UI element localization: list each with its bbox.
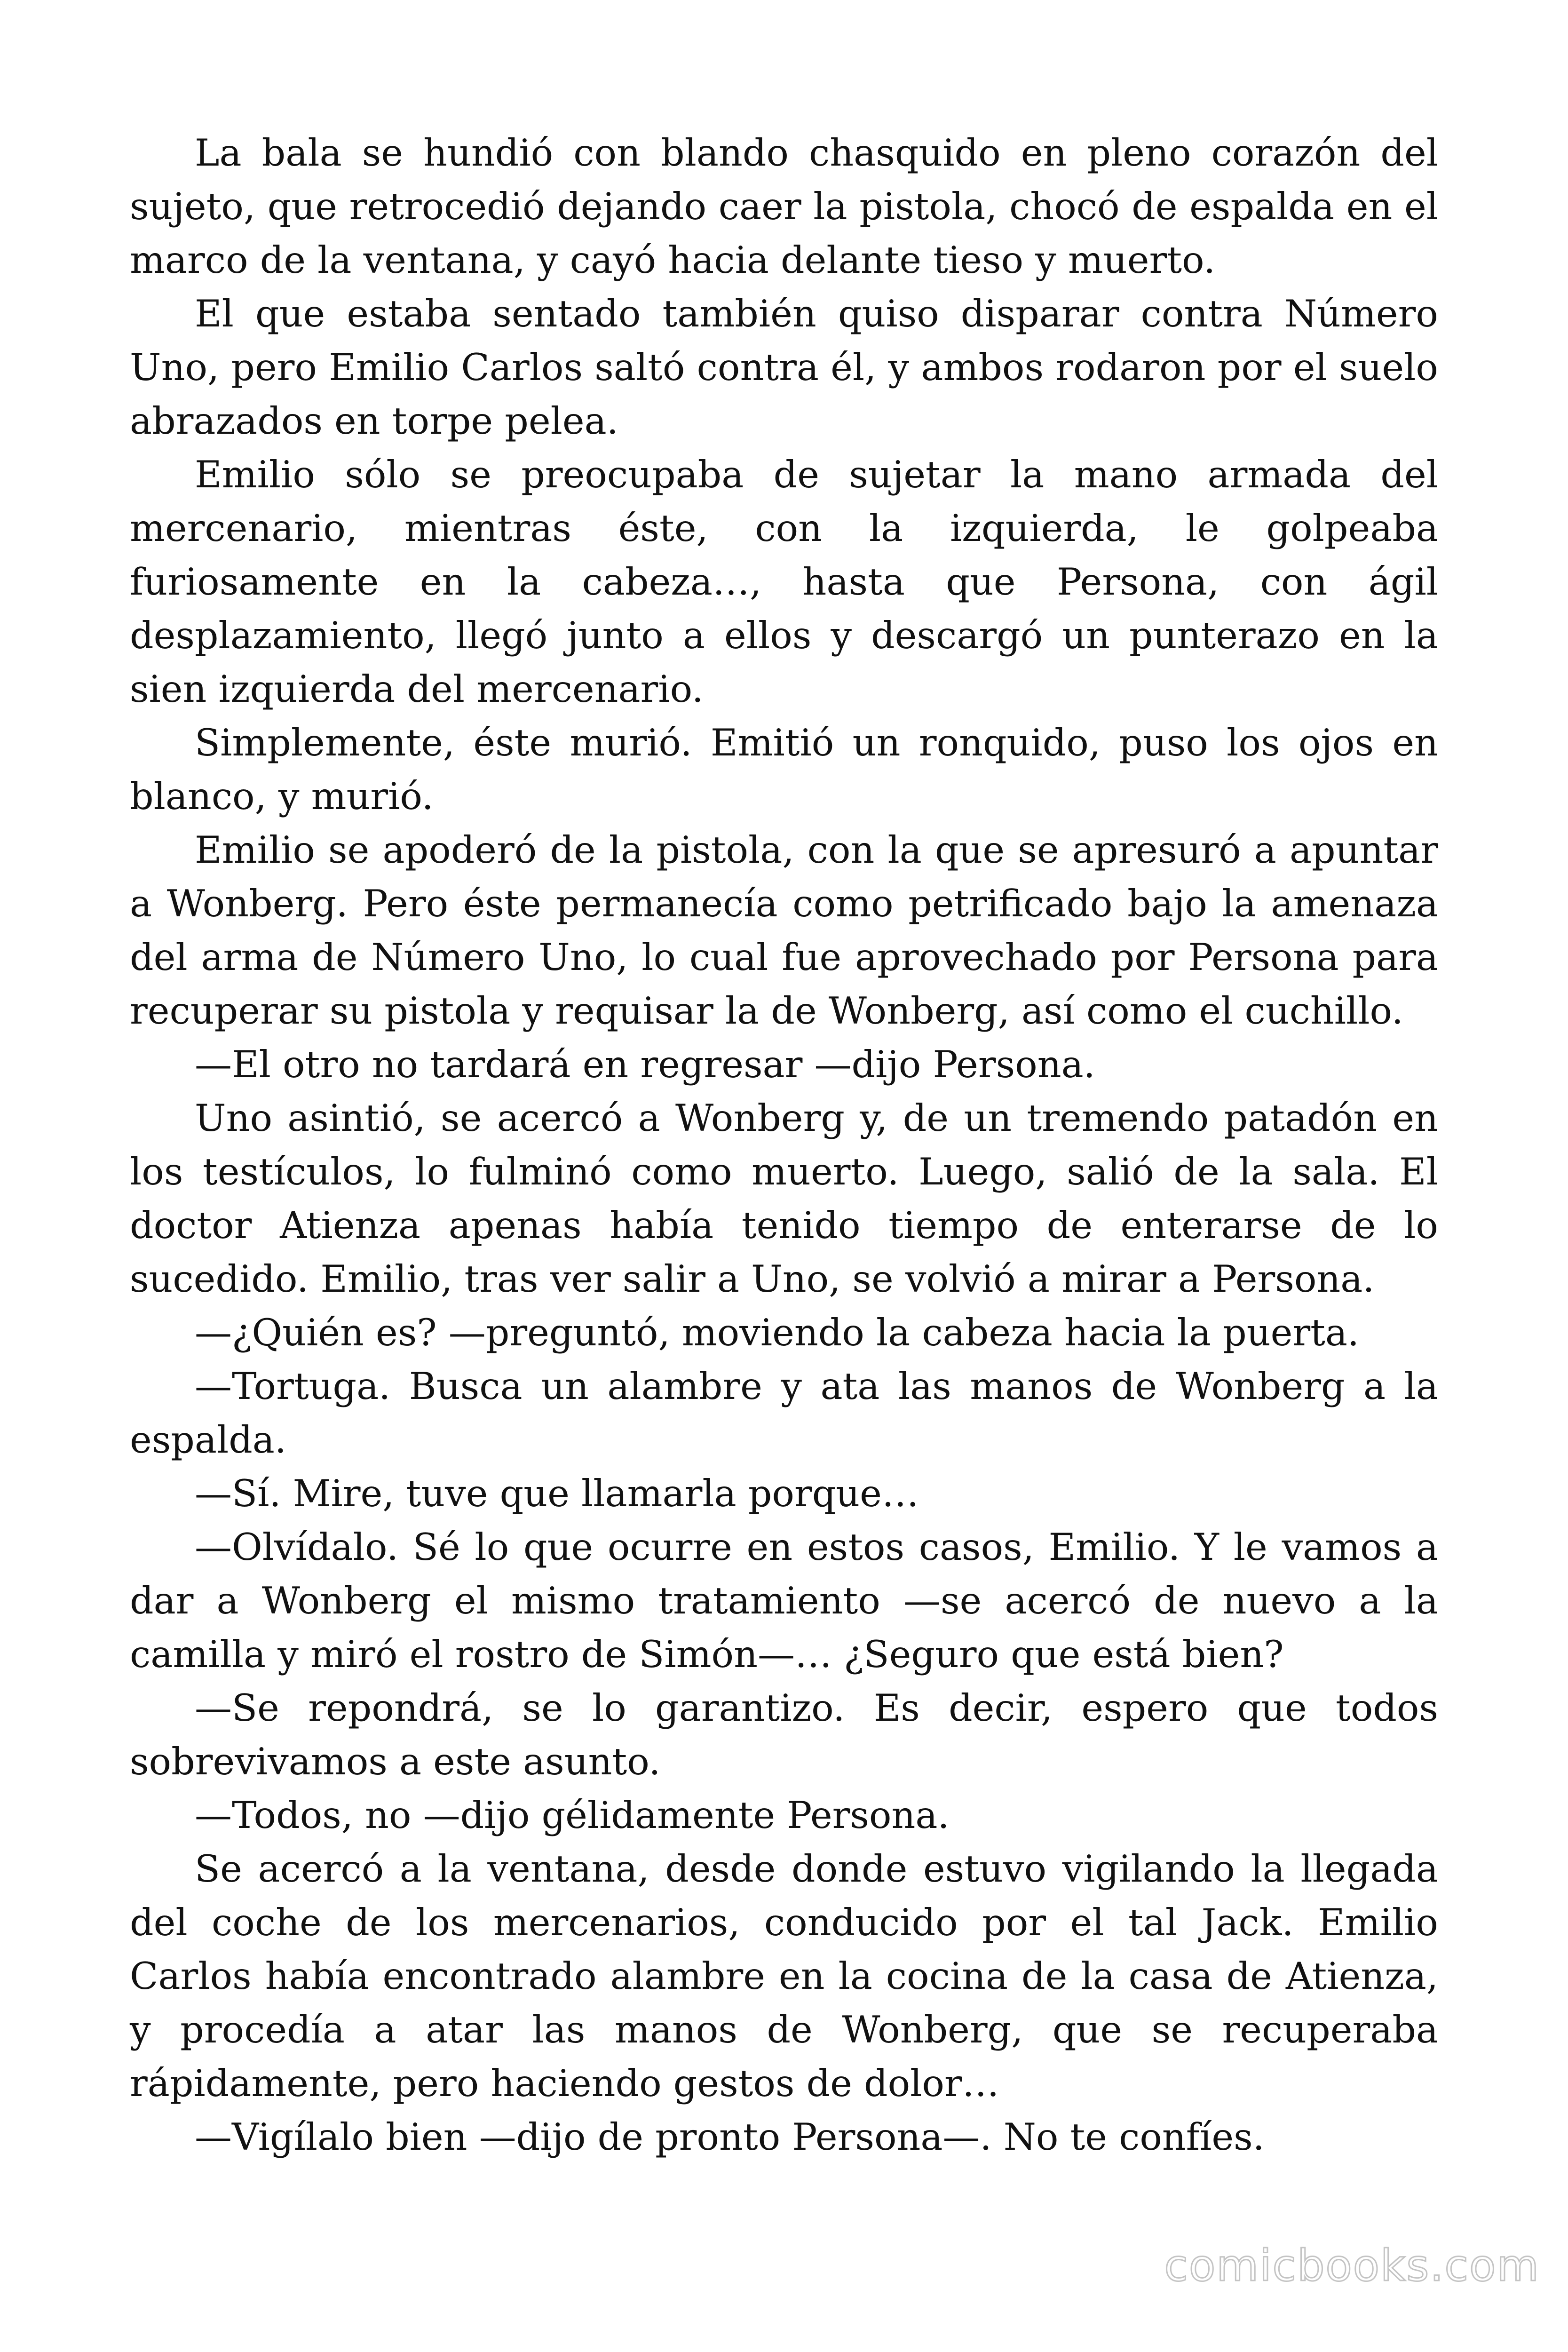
paragraph: —Olvídalo. Sé lo que ocurre en estos casos, Emilio. Y le vamos a dar a Wonberg el mismo tratamiento —se acercó de nuevo a la camilla y miró el rostro de Simón—… ¿Seguro que está bien? bbox=[130, 1526, 1438, 1676]
paragraph: —Tortuga. Busca un alambre y ata las manos de Wonberg a la espalda. bbox=[130, 1365, 1438, 1462]
paragraph: La bala se hundió con blando chasquido en pleno corazón del sujeto, que retrocedió dejando caer la pistola, chocó de espalda en el marco de la ventana, y cayó hacia delante tieso y muerto. bbox=[130, 131, 1438, 282]
paragraph: —El otro no tardará en regresar —dijo Persona. bbox=[195, 1043, 1095, 1086]
paragraph: —Todos, no —dijo gélidamente Persona. bbox=[195, 1794, 950, 1837]
paragraph: —¿Quién es? —preguntó, moviendo la cabeza hacia la puerta. bbox=[195, 1311, 1360, 1354]
page-text bbox=[130, 126, 1438, 2164]
watermark: comicbooks.com bbox=[1164, 2241, 1540, 2291]
paragraph: Emilio se apoderó de la pistola, con la que se apresuró a apuntar a Wonberg. Pero éste permanecía como petrificado bajo la amenaza del arma de Número Uno, lo cual fue aprovechado por Persona para recuperar su pistola y requisar la de Wonberg, así como el cuchillo. bbox=[130, 828, 1438, 1033]
paragraph: —Se repondrá, se lo garantizo. Es decir, espero que todos sobrevivamos a este asunto. bbox=[130, 1686, 1438, 1783]
paragraph: Uno asintió, se acercó a Wonberg y, de un tremendo patadón en los testículos, lo fulminó como muerto. Luego, salió de la sala. El doctor Atienza apenas había tenido tiempo de enterarse de lo sucedido. Emilio, tras ver salir a Uno, se volvió a mirar a Persona. bbox=[130, 1097, 1438, 1301]
paragraph: Se acercó a la ventana, desde donde estuvo vigilando la llegada del coche de los mercenarios, conducido por el tal Jack. Emilio Carlos había encontrado alambre en la cocina de la casa de Atienza, y procedía a atar las manos de Wonberg, que se recuperaba rápidamente, pero haciendo gestos de dolor… bbox=[130, 1847, 1438, 2105]
paragraph: El que estaba sentado también quiso disparar contra Número Uno, pero Emilio Carlos saltó contra él, y ambos rodaron por el suelo abrazados en torpe pelea. bbox=[130, 292, 1438, 443]
paragraph: —Vigílalo bien —dijo de pronto Persona—. No te confíes. bbox=[195, 2115, 1265, 2159]
paragraph: Simplemente, éste murió. Emitió un ronquido, puso los ojos en blanco, y murió. bbox=[130, 721, 1438, 818]
paragraph: —Sí. Mire, tuve que llamarla porque… bbox=[195, 1472, 919, 1515]
paragraph: Emilio sólo se preocupaba de sujetar la mano armada del mercenario, mientras éste, con la izquierda, le golpeaba furiosamente en la cabeza…, hasta que Persona, con ágil desplazamiento, llegó junto a ellos y descargó un punterazo en la sien izquierda del mercenario. bbox=[130, 453, 1438, 711]
